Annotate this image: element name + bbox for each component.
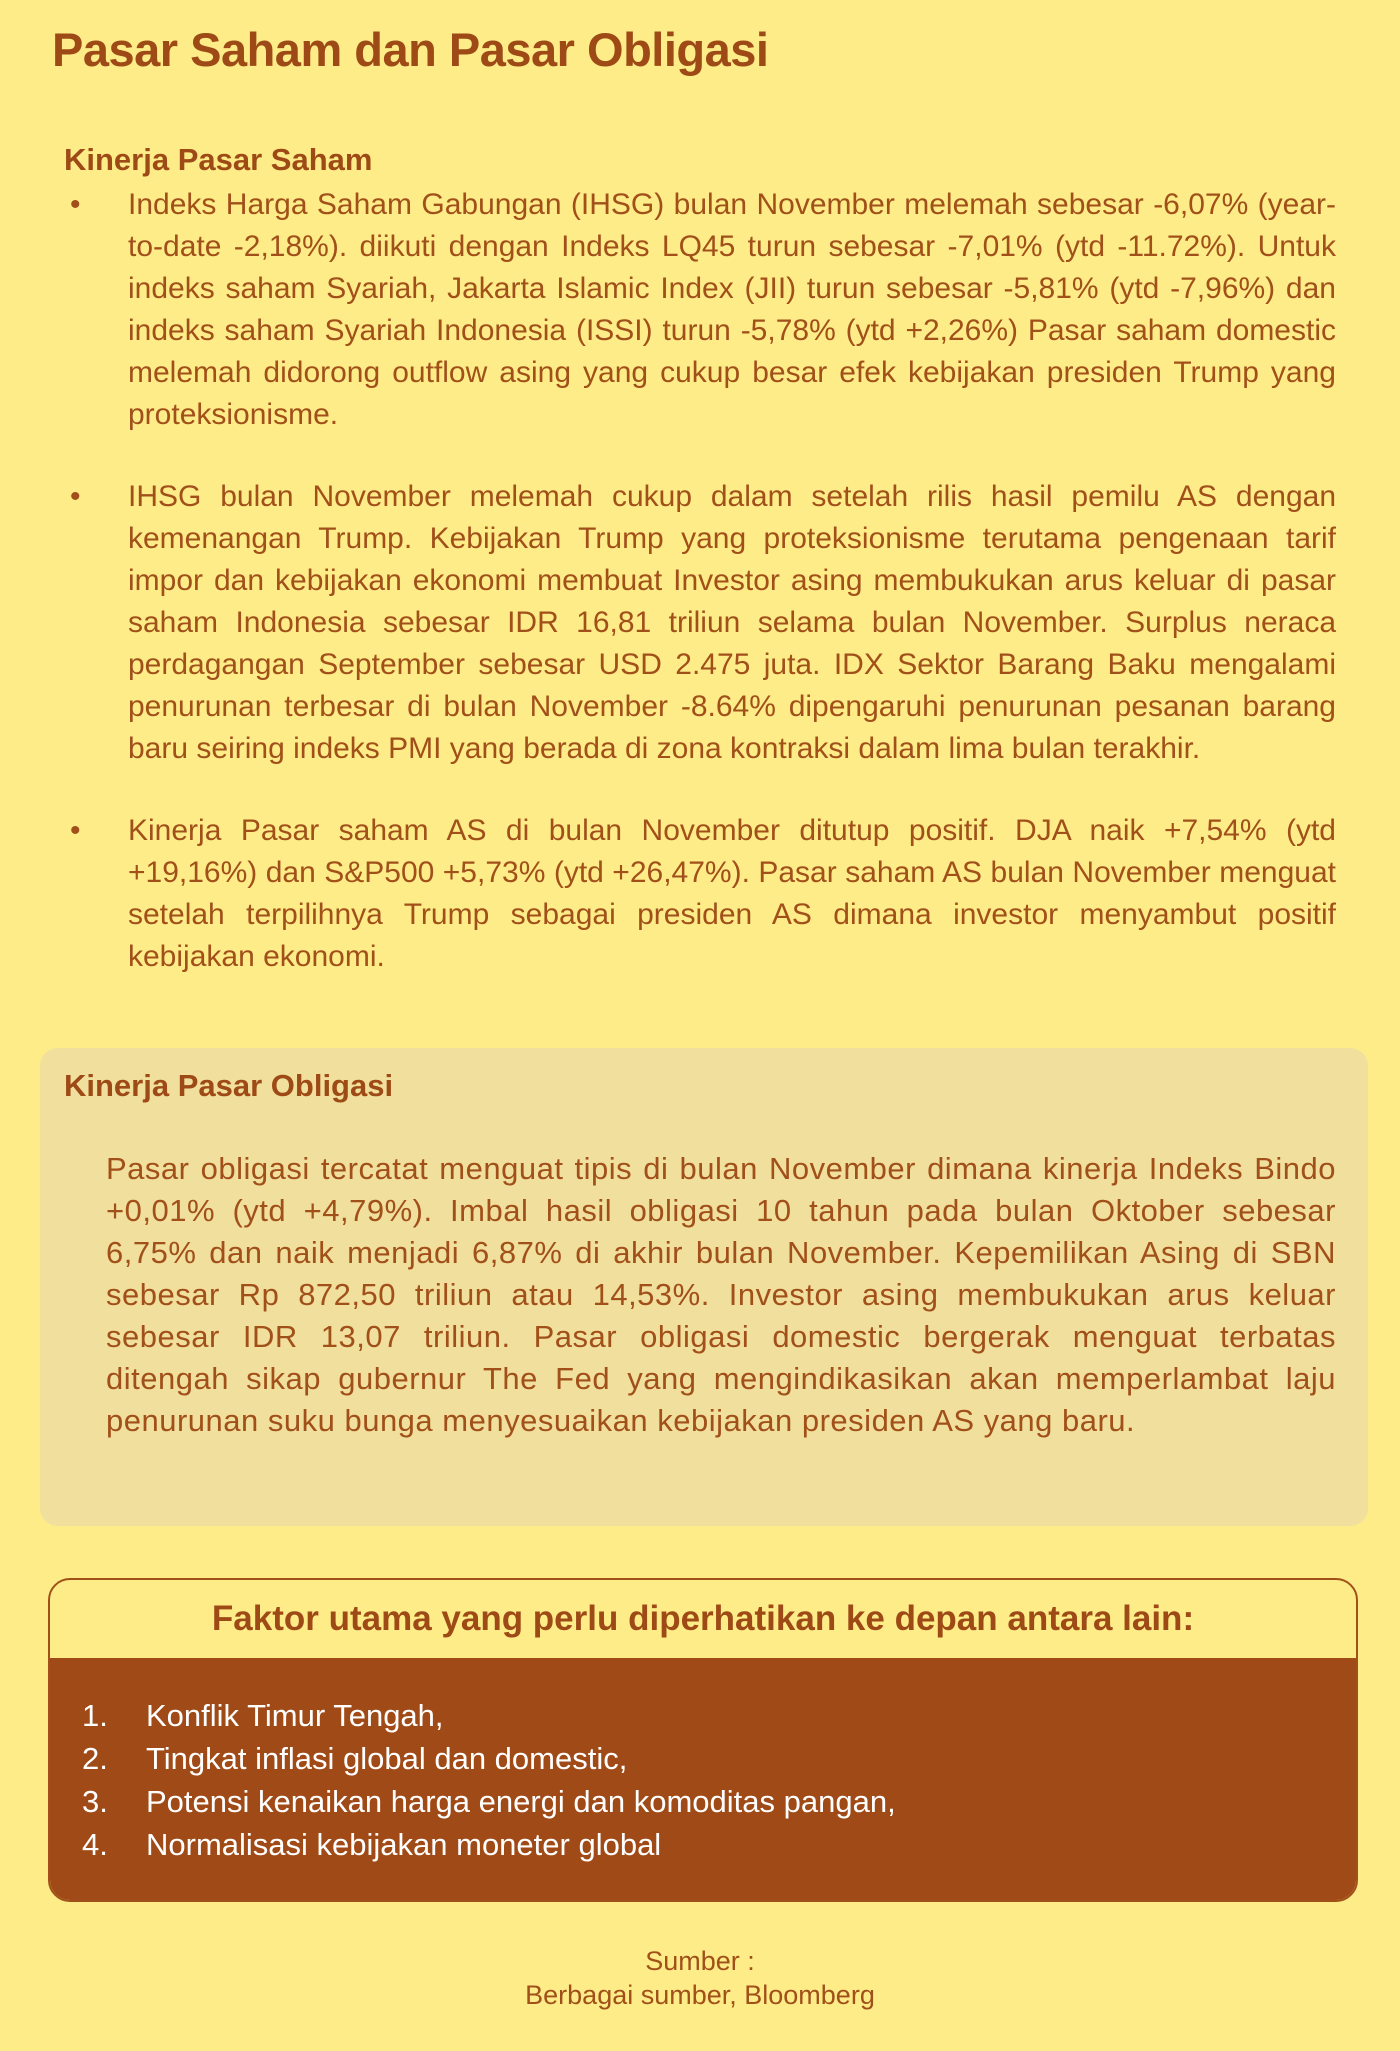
bond-section-heading: Kinerja Pasar Obligasi [64, 1068, 394, 1103]
bond-market-section [40, 1048, 1368, 1526]
stock-bullet-item [64, 476, 1336, 770]
bullet-icon: • [70, 480, 81, 513]
stock-bullet-text: Kinerja Pasar saham AS di bulan November ditutup positif. DJA naik +7,54% (ytd +19,16%) dan S&P500 +5,73% (ytd +26,47%). Pasar saham AS bulan November menguat setelah terpilihnya Trump sebagai presiden AS dimana investor menyambut positif kebijakan ekonomi. [128, 814, 1336, 973]
stock-bullet-item [64, 184, 1336, 436]
factor-item [82, 1780, 1356, 1823]
factor-number: 3. [82, 1784, 108, 1819]
factor-text: Normalisasi kebijakan moneter global [146, 1827, 662, 1862]
factor-text: Tingkat inflasi global dan domestic, [146, 1741, 628, 1776]
bond-section-text: Pasar obligasi tercatat menguat tipis di bulan November dimana kinerja Indeks Bindo +0,01% (ytd +4,79%). Imbal hasil obligasi 10 tahun pada bulan Oktober sebesar 6,75% dan naik menjadi 6,87% di akhir bulan November. Kepemilikan Asing di SBN sebesar Rp 872,50 triliun atau 14,53%. Investor asing membukukan arus keluar sebesar IDR 13,07 triliun. Pasar obligasi domestic bergerak menguat terbatas ditengah sikap gubernur The Fed yang mengindikasikan akan memperlambat laju penurunan suku bunga menyesuaikan kebijakan presiden AS yang baru. [106, 1151, 1336, 1438]
key-factors-box [48, 1578, 1358, 1902]
key-factors-heading: Faktor utama yang perlu diperhatikan ke depan antara lain: [211, 1599, 1195, 1638]
factor-item [82, 1694, 1356, 1737]
source-note [0, 1944, 1400, 2012]
stock-bullet-text: Indeks Harga Saham Gabungan (IHSG) bulan November melemah sebesar -6,07% (year-to-date -2,18%). diikuti dengan Indeks LQ45 turun sebesar -7,01% (ytd -11.72%). Untuk indeks saham Syariah, Jakarta Islamic Index (JII) turun sebesar -5,81% (ytd -7,96%) dan indeks saham Syariah Indonesia (ISSI) turun -5,78% (ytd +2,26%) Pasar saham domestic melemah didorong outflow asing yang cukup besar efek kebijakan presiden Trump yang proteksionisme. [128, 188, 1336, 431]
stock-bullet-item [64, 810, 1336, 978]
page-title: Pasar Saham dan Pasar Obligasi [52, 23, 769, 76]
source-label: Sumber : [645, 1946, 755, 1976]
key-factors-list [82, 1694, 1356, 1866]
source-value: Berbagai sumber, Bloomberg [525, 1980, 875, 2010]
stock-market-section [64, 142, 1336, 978]
factor-text: Potensi kenaikan harga energi dan komoditas pangan, [146, 1784, 896, 1819]
stock-bullet-text: IHSG bulan November melemah cukup dalam setelah rilis hasil pemilu AS dengan kemenangan Trump. Kebijakan Trump yang proteksionisme terutama pengenaan tarif impor dan kebijakan ekonomi membuat Investor asing membukukan arus keluar di pasar saham Indonesia sebesar IDR 16,81 triliun selama bulan November. Surplus neraca perdagangan September sebesar USD 2.475 juta. IDX Sektor Barang Baku mengalami penurunan terbesar di bulan November -8.64% dipengaruhi penurunan pesanan barang baru seiring indeks PMI yang berada di zona kontraksi dalam lima bulan terakhir. [128, 480, 1336, 765]
key-factors-body [50, 1658, 1356, 1900]
factor-number: 4. [82, 1827, 108, 1862]
factor-item [82, 1823, 1356, 1866]
factor-item [82, 1737, 1356, 1780]
stock-bullet-list [64, 184, 1336, 978]
factor-number: 1. [82, 1698, 108, 1733]
factor-text: Konflik Timur Tengah, [146, 1698, 444, 1733]
stock-section-heading: Kinerja Pasar Saham [64, 142, 373, 177]
factor-number: 2. [82, 1741, 108, 1776]
bullet-icon: • [70, 814, 81, 847]
bullet-icon: • [70, 188, 81, 221]
